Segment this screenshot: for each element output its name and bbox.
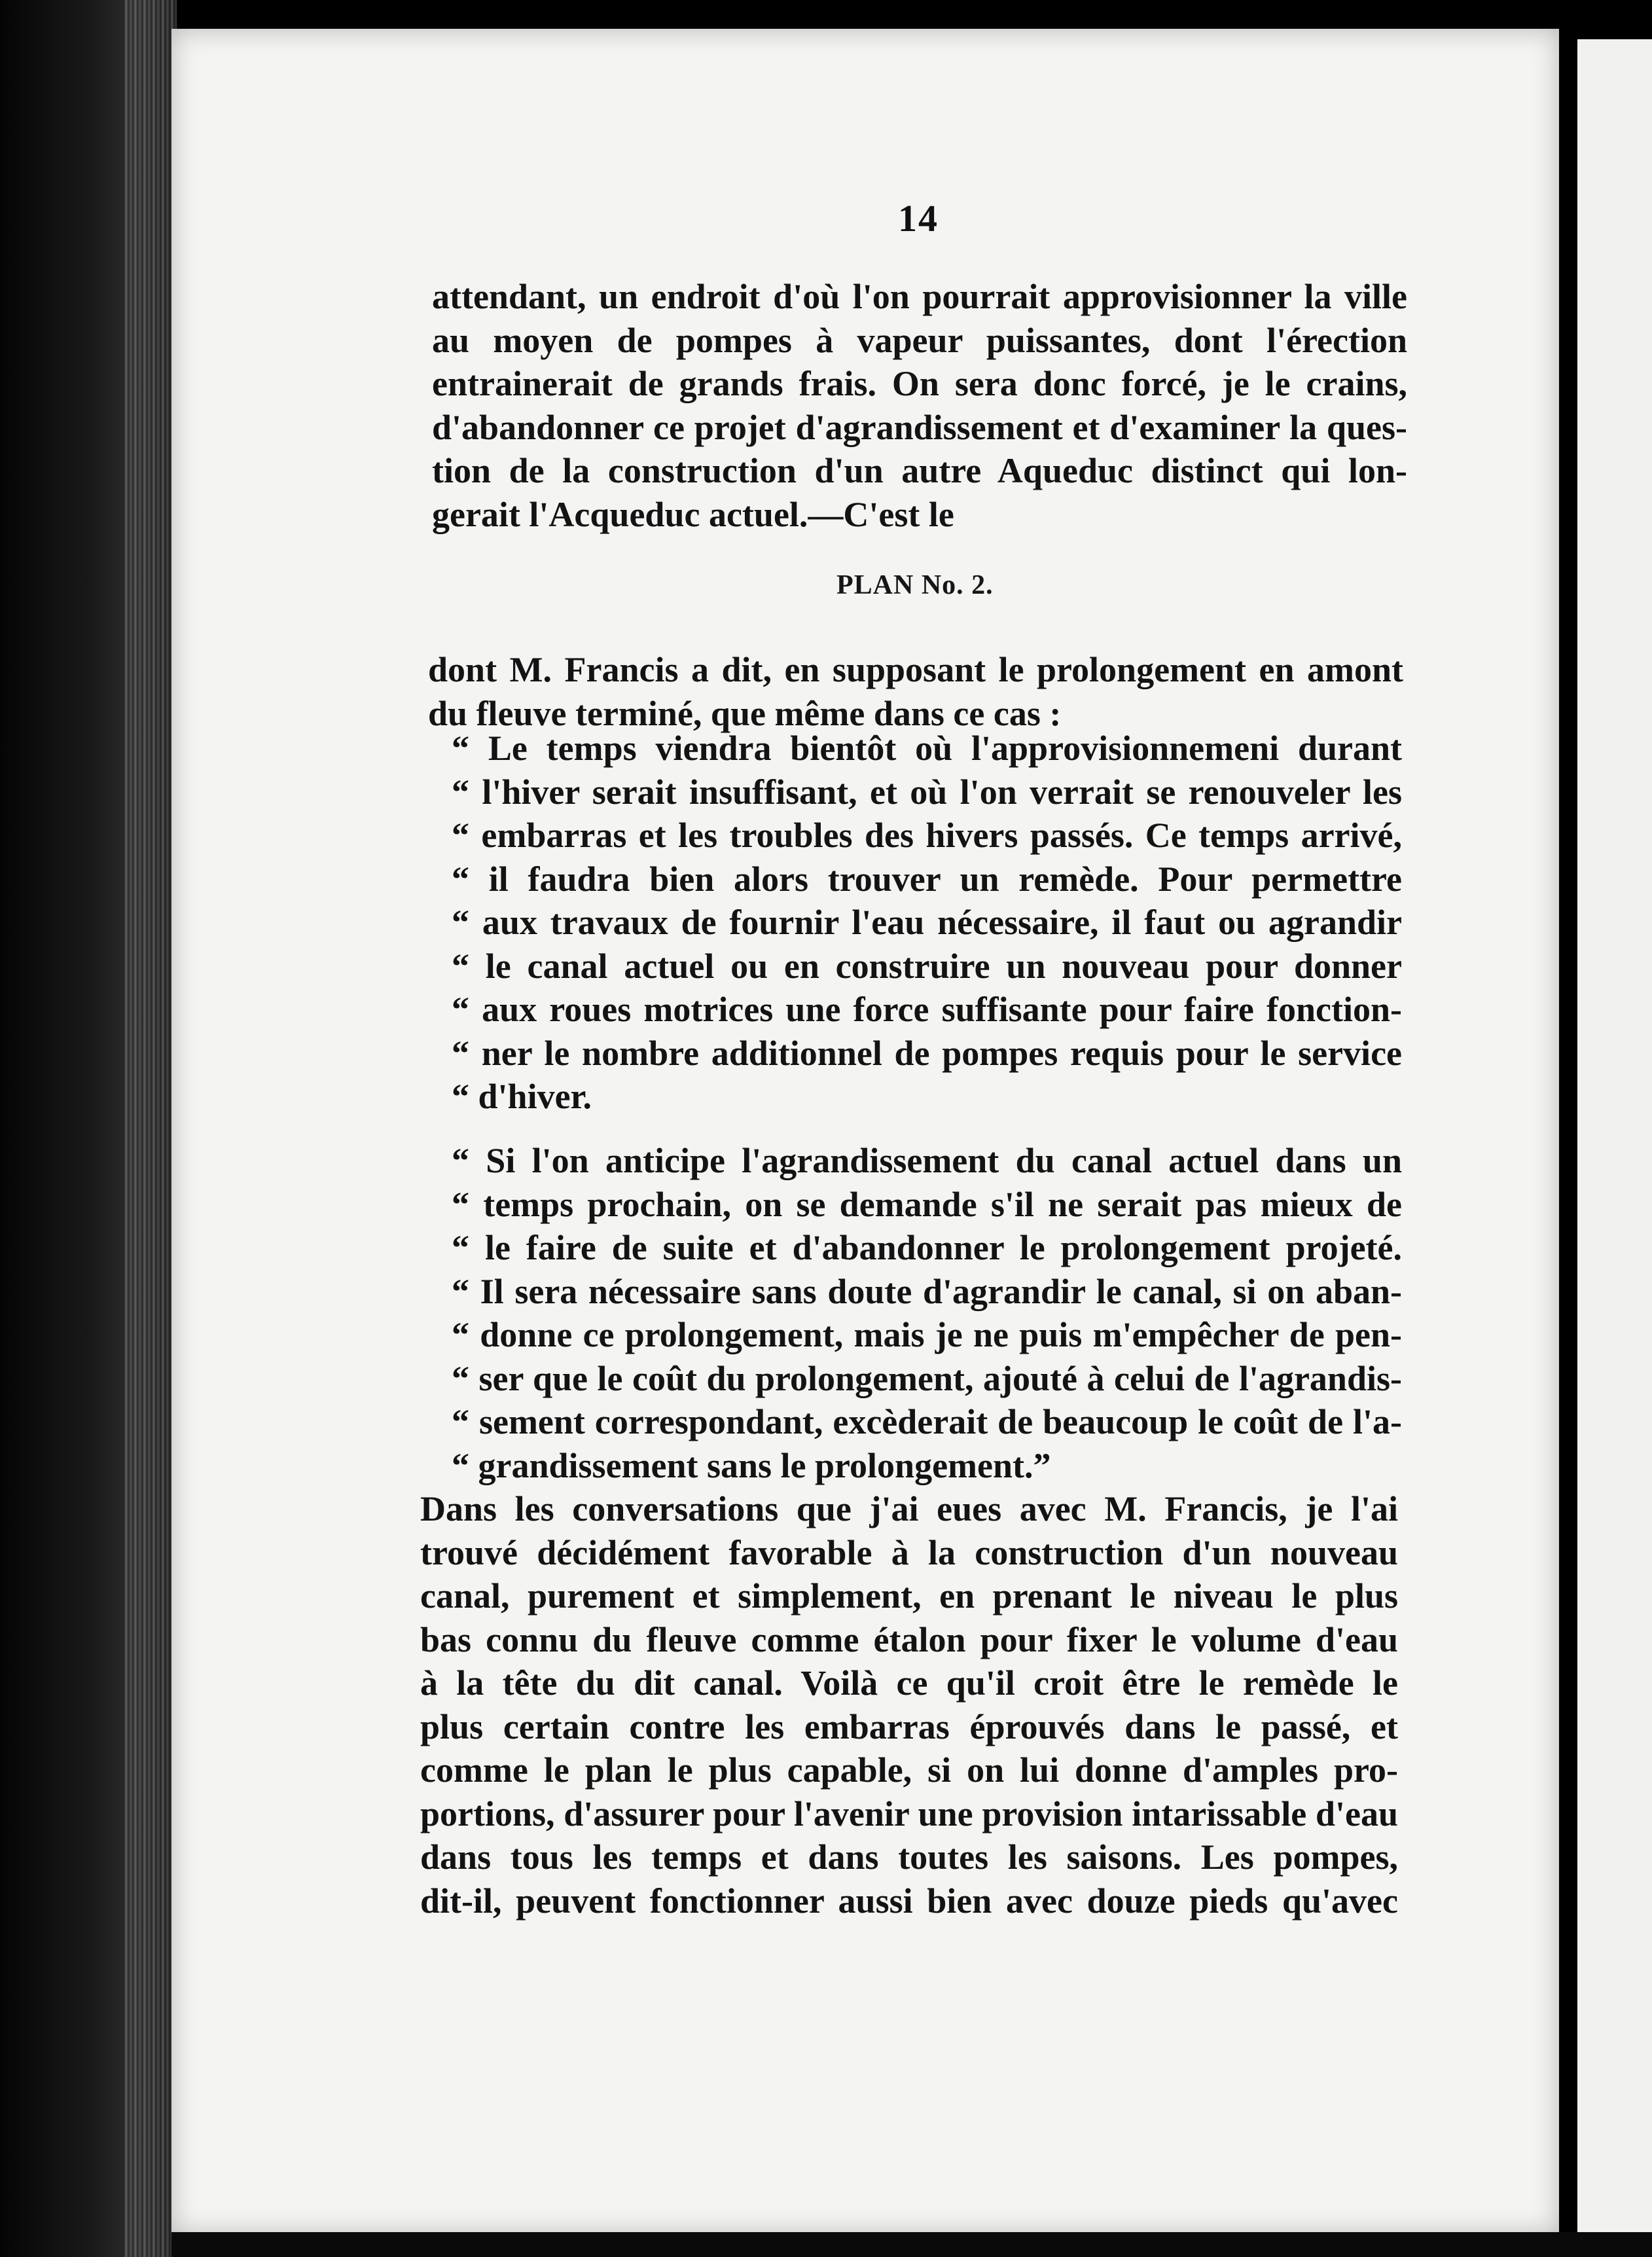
text-line: bas connu du fleuve comme étalon pour fixer le volume d'eau bbox=[420, 1619, 1398, 1659]
text-line: du fleuve terminé, que même dans ce cas : bbox=[428, 693, 1062, 733]
quote-1 bbox=[452, 727, 1402, 1119]
text-line: dont M. Francis a dit, en supposant le prolongement en amont bbox=[428, 650, 1403, 689]
text-line: attendant, un endroit d'où l'on pourrait approvisionner la ville bbox=[432, 277, 1407, 316]
text-line: “ le faire de suite et d'abandonner le prolongement projeté. bbox=[452, 1228, 1402, 1267]
text-line: à la tête du dit canal. Voilà ce qu'il croit être le remède le bbox=[420, 1663, 1398, 1703]
text-line: “ grandissement sans le prolongement.” bbox=[452, 1445, 1051, 1485]
text-line: “ il faudra bien alors trouver un remède. Pour permettre bbox=[452, 859, 1402, 899]
text-line: “ aux travaux de fournir l'eau nécessaire, il faut ou agrandir bbox=[452, 903, 1402, 942]
text-line: dans tous les temps et dans toutes les saisons. Les pompes, bbox=[420, 1837, 1398, 1877]
text-line: dit-il, peuvent fonctionner aussi bien avec douze pieds qu'avec bbox=[420, 1881, 1398, 1921]
page-number: 14 bbox=[898, 197, 939, 240]
text-line: “ Si l'on anticipe l'agrandissement du canal actuel dans un bbox=[452, 1141, 1402, 1180]
section-heading: PLAN No. 2. bbox=[836, 570, 994, 600]
next-page-edge bbox=[1577, 39, 1652, 2257]
paragraph-1 bbox=[432, 275, 1407, 536]
text-line: “ sement correspondant, excèderait de beaucoup le coût de l'a- bbox=[452, 1402, 1402, 1441]
text-line: d'abandonner ce projet d'agrandissement et d'examiner la ques- bbox=[432, 407, 1407, 447]
paragraph-2 bbox=[428, 648, 1403, 735]
text-line: au moyen de pompes à vapeur puissantes, dont l'érection bbox=[432, 320, 1407, 360]
quote-2 bbox=[452, 1139, 1402, 1487]
scan-bottom-border bbox=[171, 2232, 1652, 2257]
text-line: “ ser que le coût du prolongement, ajouté à celui de l'agrandis- bbox=[452, 1358, 1402, 1398]
paragraph-3 bbox=[420, 1487, 1398, 1923]
text-line: “ ner le nombre additionnel de pompes requis pour le service bbox=[452, 1033, 1402, 1073]
text-line: “ donne ce prolongement, mais je ne puis m'empêcher de pen- bbox=[452, 1315, 1402, 1354]
text-line: “ temps prochain, on se demande s'il ne serait pas mieux de bbox=[452, 1184, 1402, 1224]
text-line: portions, d'assurer pour l'avenir une provision intarissable d'eau bbox=[420, 1794, 1398, 1833]
text-line: “ le canal actuel ou en construire un nouveau pour donner bbox=[452, 946, 1402, 986]
text-line: “ Le temps viendra bientôt où l'approvisionnemeni durant bbox=[452, 729, 1402, 768]
text-line: tion de la construction d'un autre Aqueduc distinct qui lon- bbox=[432, 451, 1407, 490]
text-line: trouvé décidément favorable à la construction d'un nouveau bbox=[420, 1532, 1398, 1572]
text-line: “ aux roues motrices une force suffisante pour faire fonction- bbox=[452, 990, 1402, 1029]
text-line: gerait l'Acqueduc actuel.—C'est le bbox=[432, 494, 954, 534]
text-line: canal, purement et simplement, en prenant le niveau le plus bbox=[420, 1576, 1398, 1616]
text-line: Dans les conversations que j'ai eues avec M. Francis, je l'ai bbox=[420, 1489, 1398, 1528]
text-line: comme le plan le plus capable, si on lui donne d'amples pro- bbox=[420, 1750, 1398, 1790]
text-line: “ d'hiver. bbox=[452, 1077, 592, 1116]
page-edges bbox=[124, 0, 177, 2257]
text-line: “ embarras et les troubles des hivers passés. Ce temps arrivé, bbox=[452, 816, 1402, 855]
text-line: entrainerait de grands frais. On sera donc forcé, je le crains, bbox=[432, 364, 1407, 403]
text-line: plus certain contre les embarras éprouvés dans le passé, et bbox=[420, 1706, 1398, 1746]
text-line: “ Il sera nécessaire sans doute d'agrandir le canal, si on aban- bbox=[452, 1271, 1402, 1311]
text-line: “ l'hiver serait insuffisant, et où l'on verrait se renouveler les bbox=[452, 772, 1402, 812]
